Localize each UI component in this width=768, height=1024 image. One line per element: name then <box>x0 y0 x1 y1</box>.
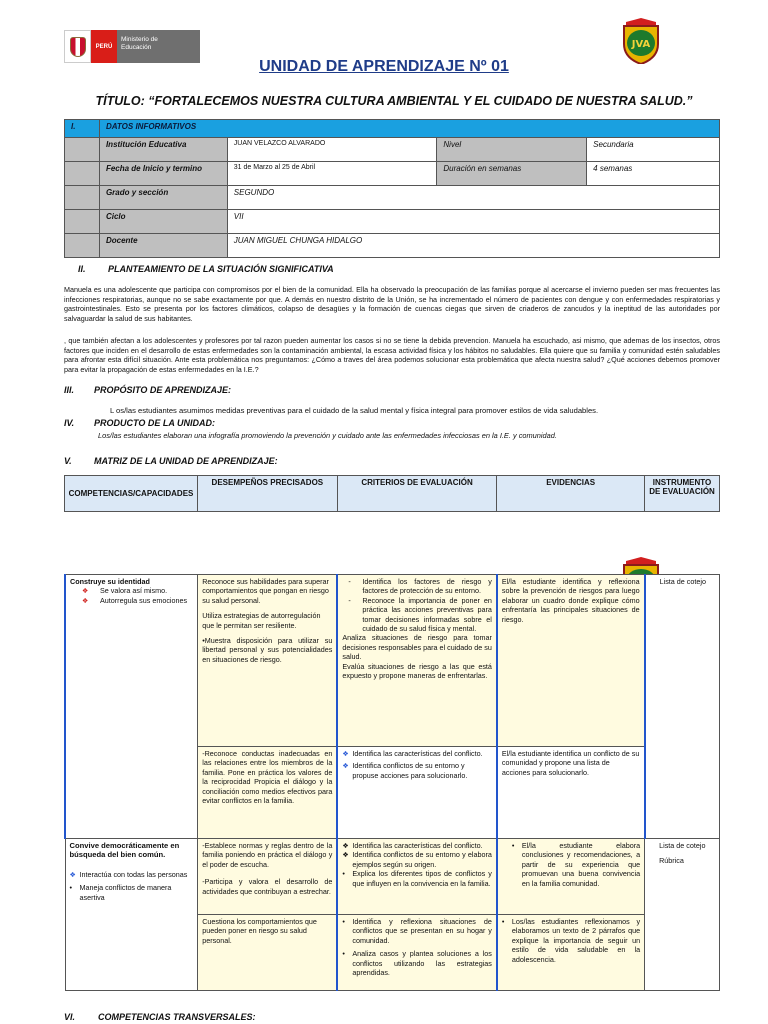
criteria-text: Identifica conflictos de su entorno y propuse acciones para solucionarlo. <box>352 761 468 780</box>
level-value: Secundaria <box>587 138 720 162</box>
situation-paragraph-2: , que también afectan a los adolescentes y profesores por tal razon pueden aumentar los casos si no se tiene la debida prevencion. Manuela ha escuchado, asi mismo, que ademas de los insectos, otros factores que inciden en el desarrollo de estas enfermedades son la contaminación ambiental, la escasa actividad física y los hábitos no saludables. Ella quiere que su familia y comunidad estén saludables para afrontar esta difícil situación. Ante esta problemática nos preguntamos: ¿Cómo a traves del área podemos solucionar esta problemática que afecta nuestra salud? ¿Qué acciones debemos promover para evitar la propagación de estas enfermedades en la I.E.? <box>64 336 720 374</box>
criteria-item <box>342 850 492 869</box>
info-row-institution <box>65 138 720 162</box>
criteria-cell <box>337 575 497 747</box>
dates-value: 31 de Marzo al 25 de Abril <box>227 162 437 186</box>
transversal-title: COMPETENCIAS TRANSVERSALES: <box>98 1012 256 1022</box>
performance-cell <box>198 839 338 915</box>
instrument-text: Lista de cotejo <box>659 841 706 850</box>
criteria-item: - Identifica los factores de riesgo y factores de protección de su entorno. <box>348 577 492 596</box>
criteria-text: Identifica los factores de riesgo y factores de protección de su entorno. <box>362 577 492 596</box>
criteria-cell <box>337 839 497 915</box>
situation-title: PLANTEAMIENTO DE LA SITUACIÓN SIGNIFICATIVA <box>108 264 334 274</box>
product-heading <box>64 418 215 428</box>
instrument-cell <box>645 839 720 991</box>
diamond-bullet-icon: ❖ <box>82 595 89 605</box>
header-desempenos: DESEMPEÑOS PRECISADOS <box>197 476 337 512</box>
info-row-cycle <box>65 210 720 234</box>
grade-value: SEGUNDO <box>227 186 719 210</box>
criteria-item <box>342 761 492 780</box>
cycle-value: VII <box>227 210 719 234</box>
matrix-row <box>65 839 720 915</box>
product-text: Los/las estudiantes elaboran una infografía promoviendo la prevención y cuidado ante las enfermedades infecciosas en la I.E. y comunidad. <box>98 431 557 440</box>
criteria-item <box>342 949 492 977</box>
criteria-text: Analiza situaciones de riesgo para tomar decisiones responsables para el cuidado de su salud. <box>342 633 492 662</box>
header-competencias: COMPETENCIAS/CAPACIDADES <box>65 476 198 512</box>
criteria-item <box>342 841 492 850</box>
diamond-bullet-icon: ❖ <box>342 761 349 771</box>
transversal-heading <box>64 1012 256 1022</box>
capacity-item <box>70 870 194 879</box>
criteria-text: Explica los diferentes tipos de conflictos y que influyen en la convivencia en la familia. <box>352 869 492 888</box>
matrix-header-table <box>64 475 720 512</box>
evidence-cell <box>497 839 645 915</box>
capacity-label: Interactúa con todas las personas <box>79 869 188 879</box>
matrix-title: MATRIZ DE LA UNIDAD DE APRENDIZAJE: <box>94 456 278 466</box>
criteria-text: Reconoce la importancia de poner en práctica las acciones preventivas para tomar decisiones informadas sobre el cuidado de su salud física y mental. <box>362 595 492 634</box>
situation-heading <box>78 264 334 274</box>
teacher-value: JUAN MIGUEL CHUNGA HIDALGO <box>227 234 719 258</box>
info-header-row <box>65 120 720 138</box>
criteria-text: Analiza casos y plantea soluciones a los conflictos utilizando las estrategias aprendidas. <box>352 949 492 978</box>
duration-label: Duración en semanas <box>437 162 587 186</box>
evidence-text: Los/las estudiantes reflexionamos y elaboramos un texto de 2 párrafos que explique la importancia de seguir un estilo de vida saludable en la adolescencia. <box>511 917 641 964</box>
criteria-text: Identifica las características del conflicto. <box>352 749 483 758</box>
criteria-cell <box>337 915 497 991</box>
bullet-icon: • <box>342 917 345 926</box>
bullet-icon: • <box>69 883 73 893</box>
competency-title: Convive democráticamente en búsqueda del bien común. <box>69 841 180 860</box>
purpose-num: III. <box>64 385 75 395</box>
diamond-bullet-icon: ❖ <box>82 586 89 596</box>
matrix-header-row <box>65 476 720 512</box>
competency-cell <box>65 575 198 839</box>
criteria-item: - Reconoce la importancia de poner en práctica las acciones preventivas para tomar decisiones informadas sobre el cuidado de su salud física y mental. <box>348 595 492 634</box>
evidence-cell: El/la estudiante identifica un conflicto de su comunidad y propone una lista de acciones para solucionarlo. <box>497 747 645 839</box>
evidence-text: El/la estudiante elabora conclusiones y recomendaciones, a partir de su experiencia que promuevan una buena convivencia en la familia comunidad. <box>521 841 641 888</box>
info-row-teacher <box>65 234 720 258</box>
evidence-item <box>502 917 640 964</box>
dates-label: Fecha de Inicio y termino <box>99 162 227 186</box>
diamond-bullet-icon: ❖ <box>342 841 349 850</box>
capacity-item <box>70 586 193 595</box>
criteria-text: Identifica y reflexiona situaciones de conflictos que se presentan en su hogar y comunidad. <box>352 917 492 945</box>
title-label: TÍTULO: <box>95 94 145 108</box>
product-title: PRODUCTO DE LA UNIDAD: <box>94 418 215 428</box>
capacity-label: Se valora así mismo. <box>100 586 168 596</box>
criteria-item <box>342 749 492 758</box>
duration-value: 4 semanas <box>587 162 720 186</box>
matrix-row <box>65 575 720 747</box>
criteria-item <box>342 869 492 888</box>
capacity-item <box>70 883 194 902</box>
criteria-cell <box>337 747 497 839</box>
info-table <box>64 119 720 258</box>
capacity-label: Autorregula sus emociones <box>100 595 188 605</box>
bullet-icon: • <box>501 917 505 926</box>
situation-paragraph-1: Manuela es una adolescente que participa con compromisos por el bien de la comunidad. Ella ha observado la preocupación de las familias porque al acercarse el invierno pueden ser mas frecuentes las infecciones respiratorias, aunque no se sabe exactamente por que. A demás en nuestro distrito de la Unión, se ha incrementado el número de pacientes con dengue y con enfermedades respiratorias y gastrointestinales. Esto se presenta por los factores climáticos, colapso de desagües y la formación de cuencas ciegas que sirven de criaderos de zancudos y la ineptitud de las autoridades por salvaguardar la salud de sus habitantes. <box>64 285 720 323</box>
ministry-country: PERÚ <box>91 30 117 63</box>
instrument-cell: Lista de cotejo <box>645 575 720 839</box>
info-row-dates <box>65 162 720 186</box>
evidence-cell: El/la estudiante identifica y reflexiona sobre la prevención de riesgos para luego elaborar un cuadro donde explique cómo enfrentaría las principales situaciones de riesgo. <box>497 575 645 747</box>
criteria-text: Evalúa situaciones de riesgo a las que está expuesto y propone maneras de enfrentarlas. <box>342 661 492 681</box>
instrument-text: Rúbrica <box>659 856 684 866</box>
evidence-cell <box>497 915 645 991</box>
performance-cell <box>198 575 338 747</box>
capacity-item <box>70 596 193 605</box>
unit-main-title <box>20 94 768 108</box>
criteria-item <box>342 917 492 945</box>
header-evidencias: EVIDENCIAS <box>497 476 645 512</box>
capacity-label: Maneja conflictos de manera asertiva <box>79 883 172 902</box>
cycle-label: Ciclo <box>99 210 227 234</box>
transversal-num: VI. <box>64 1012 76 1022</box>
purpose-heading <box>64 385 231 395</box>
level-label: Nivel <box>437 138 587 162</box>
situation-num: II. <box>78 264 86 274</box>
performance-text: -Participa y valora el desarrollo de actividades que contribuyan a estrechar. <box>202 877 333 896</box>
bullet-icon: • <box>342 949 345 959</box>
diamond-bullet-icon: ❖ <box>69 869 76 879</box>
matrix-body-table <box>64 574 720 991</box>
bullet-icon: • <box>511 841 515 850</box>
competency-cell <box>65 839 198 991</box>
header-instrumento: INSTRUMENTO DE EVALUACIÓN <box>645 476 720 512</box>
product-num: IV. <box>64 418 75 428</box>
grade-label: Grado y sección <box>99 186 227 210</box>
performance-text: -Establece normas y reglas dentro de la familia poniendo en práctica el diálogo y el poder de escucha. <box>202 841 333 869</box>
unit-title: UNIDAD DE APRENDIZAJE Nº 01 <box>259 58 509 75</box>
performance-text: Utiliza estrategias de autorregulación que le permitan ser resiliente. <box>202 611 321 630</box>
info-section-num: I. <box>65 120 100 138</box>
institution-label: Institución Educativa <box>99 138 227 162</box>
header-criterios: CRITERIOS DE EVALUACIÓN <box>337 476 497 512</box>
performance-text: •Muestra disposición para utilizar su libertad personal y sus potencialidades en situaciones de riesgo. <box>202 636 333 664</box>
evidence-item <box>512 841 640 888</box>
diamond-bullet-icon: ❖ <box>342 850 349 860</box>
purpose-text: L os/las estudiantes asumimos medidas preventivas para el cuidado de la salud mental y física integral para promover estilos de vida saludables. <box>110 406 599 415</box>
ministry-name-line1: Ministerio de <box>121 36 158 43</box>
purpose-title: PROPÓSITO DE APRENDIZAJE: <box>94 385 232 395</box>
school-logo-text: JVA <box>631 39 651 50</box>
matrix-heading <box>64 456 278 466</box>
info-row-grade <box>65 186 720 210</box>
performance-text: Reconoce sus habilidades para superar comportamientos que pongan en riesgo su salud personal. <box>202 577 329 605</box>
matrix-num: V. <box>64 456 72 466</box>
institution-value: JUAN VELAZCO ALVARADO <box>227 138 437 162</box>
criteria-text: Identifica las características del conflicto. <box>352 841 483 850</box>
info-section-title: DATOS INFORMATIVOS <box>99 120 719 138</box>
bullet-icon: • <box>342 869 345 879</box>
competency-title: Construye su identidad <box>70 577 150 586</box>
performance-cell: -Reconoce conductas inadecuadas en las relaciones entre los miembros de la familia. Pone en práctica los valores de la reciprocidad Propicia el diálogo y la conciliación como medios efectivos para evitar conflictos en la familia. <box>198 747 338 839</box>
diamond-bullet-icon: ❖ <box>342 749 349 758</box>
ministry-name-line2: Educación <box>121 44 152 51</box>
criteria-text: Identifica conflictos de su entorno y elabora ejemplos según su origen. <box>352 850 492 869</box>
performance-cell: Cuestiona los comportamientos que pueden poner en riesgo su salud personal. <box>198 915 338 991</box>
title-text: “FORTALECEMOS NUESTRA CULTURA AMBIENTAL Y EL CUIDADO DE NUESTRA SALUD.” <box>148 94 693 108</box>
teacher-label: Docente <box>99 234 227 258</box>
